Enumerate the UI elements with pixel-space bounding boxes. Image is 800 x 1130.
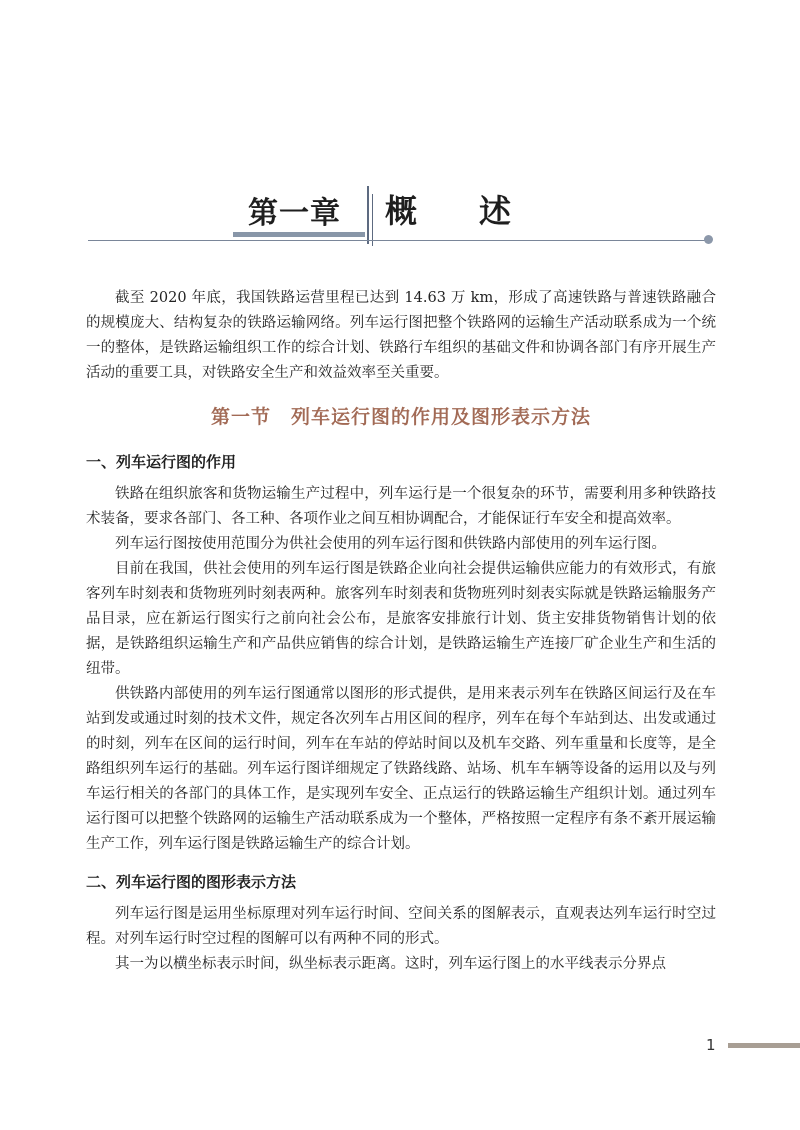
page-number-bar <box>728 1043 800 1048</box>
subsection-heading-2: 二、列车运行图的图形表示方法 <box>86 873 297 891</box>
page-number: 1 <box>706 1036 716 1054</box>
paragraph: 铁路在组织旅客和货物运输生产过程中，列车运行是一个很复杂的环节，需要利用多种铁路技术装备，要求各部门、各工种、各项作业之间互相协调配合，才能保证行车安全和提高效率。 <box>86 486 716 527</box>
paragraph: 目前在我国，供社会使用的列车运行图是铁路企业向社会提供运输供应能力的有效形式，有旅客列车时刻表和货物班列时刻表两种。旅客列车时刻表和货物班列时刻表实际就是铁路运输服务产品目录，应在新运行图实行之前向社会公布，是旅客安排旅行计划、货主安排货物销售计划的依据，是铁路组织运输生产和产品供应销售的综合计划，是铁路运输生产连接厂矿企业生产和生活的纽带。 <box>86 561 716 677</box>
chapter-header <box>0 0 800 260</box>
header-accent-bar <box>233 232 365 237</box>
subsection-heading-1: 一、列车运行图的作用 <box>86 453 237 471</box>
paragraph: 供铁路内部使用的列车运行图通常以图形的形式提供，是用来表示列车在铁路区间运行及在车站到发或通过时刻的技术文件，规定各次列车占用区间的程序，列车在每个车站到达、出发或通过的时刻，列车在区间的运行时间，列车在车站的停站时间以及机车交路、列车重量和长度等，是全路组织列车运行的基础。列车运行图详细规定了铁路线路、站场、机车车辆等设备的运用以及与列车运行相关的各部门的具体工作，是实现列车安全、正点运行的铁路运输生产组织计划。通过列车运行图可以把整个铁路网的运输生产活动联系成为一个整体，严格按照一定程序有条不紊开展运输生产工作，列车运行图是铁路运输生产的综合计划。 <box>86 686 716 852</box>
chapter-title: 概述 <box>385 192 574 230</box>
section-title: 第一节 列车运行图的作用及图形表示方法 <box>210 406 591 428</box>
intro-paragraph: 截至 2020 年底，我国铁路运营里程已达到 14.63 万 km，形成了高速铁路与普速铁路融合的规模庞大、结构复杂的铁路运输网络。列车运行图把整个铁路网的运输生产活动联系成为一个统一的整体，是铁路运输组织工作的综合计划、铁路行车组织的基础文件和协调各部门有序开展生产活动的重要工具，对铁路安全生产和效益效率至关重要。 <box>86 290 716 381</box>
header-rule <box>88 240 710 241</box>
header-divider-secondary <box>372 194 373 246</box>
page-body <box>86 286 716 977</box>
header-rule-dot <box>704 235 713 244</box>
paragraph: 列车运行图是运用坐标原理对列车运行时间、空间关系的图解表示，直观表达列车运行时空过程。对列车运行时空过程的图解可以有两种不同的形式。 <box>86 906 716 947</box>
paragraph: 其一为以横坐标表示时间，纵坐标表示距离。这时，列车运行图上的水平线表示分界点 <box>115 956 666 972</box>
header-divider <box>367 186 369 244</box>
paragraph: 列车运行图按使用范围分为供社会使用的列车运行图和供铁路内部使用的列车运行图。 <box>115 536 666 552</box>
chapter-number: 第一章 <box>248 196 341 231</box>
